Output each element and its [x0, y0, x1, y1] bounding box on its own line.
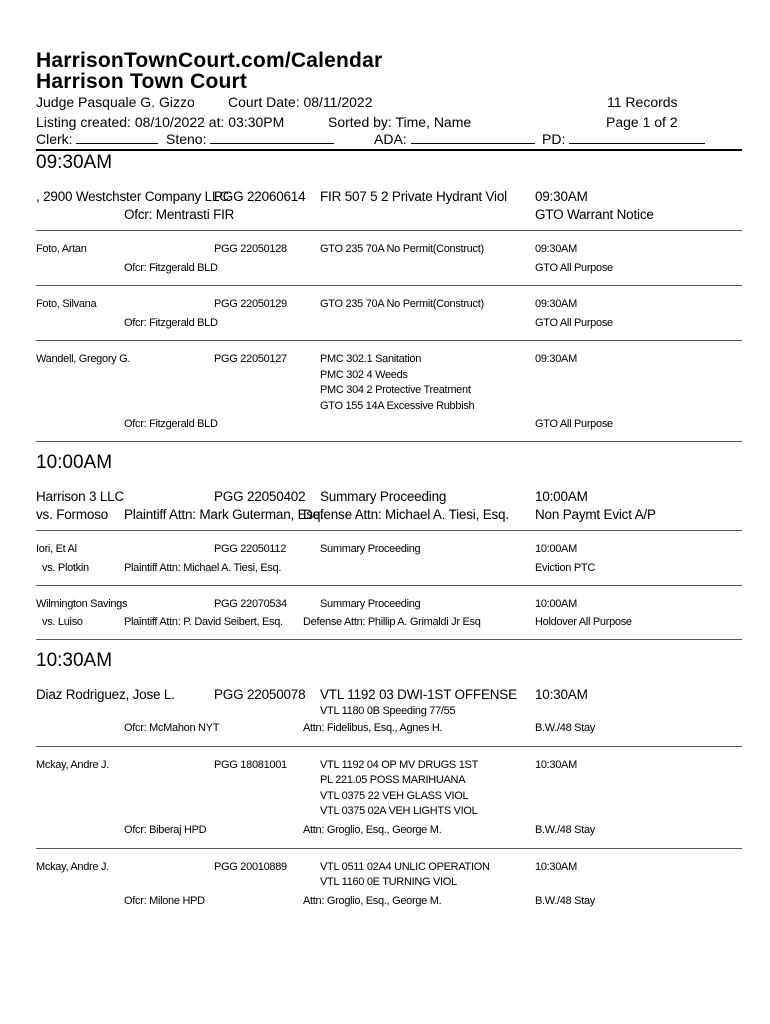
case-status: GTO All Purpose: [535, 317, 613, 329]
sorted-by: Sorted by: Time, Name: [328, 114, 472, 130]
ada-blank: [411, 130, 535, 144]
officer: Ofcr: Fitzgerald BLD: [124, 262, 218, 274]
charge: PL 221.05 POSS MARIHUANA: [320, 774, 466, 786]
defense-attorney: Defense Attn: Phillip A. Grimaldi Jr Esq: [303, 616, 481, 628]
charge: GTO 235 70A No Permit(Construct): [320, 298, 484, 310]
officer: Ofcr: Fitzgerald BLD: [124, 317, 218, 329]
site-title: HarrisonTownCourt.com/Calendar: [36, 49, 383, 72]
appearance-time: 10:30AM: [535, 759, 577, 771]
plaintiff-name: Iori, Et Al: [36, 543, 77, 555]
officer: Ofcr: Fitzgerald BLD: [124, 418, 218, 430]
respondent-name: vs. Plotkin: [42, 562, 89, 574]
appearance-time: 09:30AM: [535, 189, 588, 204]
case-status: B.W./48 Stay: [535, 895, 595, 907]
steno-field: [166, 130, 334, 148]
defense-attorney: Attn: Groglio, Esq., George M.: [303, 895, 442, 907]
appearance-time: 09:30AM: [535, 243, 577, 255]
appearance-time: 09:30AM: [535, 353, 577, 365]
appearance-time: 10:30AM: [535, 687, 588, 702]
proceeding-type: Summary Proceeding: [320, 598, 421, 610]
entry-divider: [36, 848, 742, 849]
defense-attorney: Attn: Groglio, Esq., George M.: [303, 824, 442, 836]
docket-number: PGG 22050127: [214, 353, 287, 365]
defendant-name: Foto, Silvana: [36, 298, 97, 310]
charge: VTL 1180 0B Speeding 77/55: [320, 705, 456, 717]
entry-divider: [36, 530, 742, 531]
case-status: GTO All Purpose: [535, 262, 613, 274]
docket-number: PGG 22050402: [214, 489, 306, 504]
case-status: B.W./48 Stay: [535, 722, 595, 734]
charge: VTL 0375 02A VEH LIGHTS VIOL: [320, 805, 478, 817]
docket-number: PGG 22050112: [214, 543, 287, 555]
time-slot-heading: 10:00AM: [36, 452, 113, 473]
time-slot-heading: 09:30AM: [36, 152, 113, 173]
plaintiff-name: Harrison 3 LLC: [36, 489, 124, 504]
clerk-blank: [76, 130, 158, 144]
pd-blank: [569, 130, 705, 144]
entry-divider: [36, 441, 742, 442]
docket-number: PGG 22050129: [214, 298, 287, 310]
plaintiff-name: Wilmington Savings: [36, 598, 128, 610]
charge: FIR 507 5 2 Private Hydrant Viol: [320, 189, 507, 204]
charge: PMC 302 4 Weeds: [320, 369, 408, 381]
entry-divider: [36, 585, 742, 586]
header-divider: [36, 149, 742, 151]
clerk-field: [36, 130, 158, 148]
clerk-label: Clerk:: [36, 131, 73, 147]
defendant-name: Mckay, Andre J.: [36, 861, 109, 873]
record-count: 11 Records: [607, 94, 678, 110]
judge-name: Judge Pasquale G. Gizzo: [36, 94, 195, 110]
ada-label: ADA:: [374, 131, 407, 147]
case-status: Eviction PTC: [535, 562, 595, 574]
entry-divider: [36, 340, 742, 341]
time-slot-heading: 10:30AM: [36, 650, 113, 671]
ada-field: [374, 130, 535, 148]
defense-attorney: Defense Attn: Michael A. Tiesi, Esq.: [303, 507, 509, 522]
entry-divider: [36, 639, 742, 640]
charge: GTO 235 70A No Permit(Construct): [320, 243, 484, 255]
appearance-time: 10:00AM: [535, 489, 588, 504]
entry-divider: [36, 746, 742, 747]
docket-number: PGG 22060614: [214, 189, 306, 204]
defense-attorney: Attn: Fidelibus, Esq., Agnes H.: [303, 722, 443, 734]
steno-blank: [210, 130, 334, 144]
defendant-name: Wandell, Gregory G.: [36, 353, 131, 365]
respondent-name: vs. Formoso: [36, 507, 109, 522]
entry-divider: [36, 230, 742, 231]
plaintiff-attorney: Plaintiff Attn: P. David Seibert, Esq.: [124, 616, 283, 628]
proceeding-type: Summary Proceeding: [320, 489, 447, 504]
entry-divider: [36, 285, 742, 286]
charge: VTL 1160 0E TURNING VIOL: [320, 876, 457, 888]
officer: Ofcr: Milone HPD: [124, 895, 205, 907]
case-status: B.W./48 Stay: [535, 824, 595, 836]
court-date: Court Date: 08/11/2022: [228, 94, 373, 110]
court-name: Harrison Town Court: [36, 70, 248, 93]
appearance-time: 10:00AM: [535, 543, 577, 555]
case-status: GTO All Purpose: [535, 418, 613, 430]
charge: VTL 1192 03 DWI-1ST OFFENSE: [320, 687, 517, 702]
defendant-name: , 2900 Westchster Company LLC: [36, 189, 229, 204]
pd-label: PD:: [542, 131, 566, 147]
charge: VTL 0375 22 VEH GLASS VIOL: [320, 790, 469, 802]
charge: PMC 304 2 Protective Treatment: [320, 384, 471, 396]
docket-number: PGG 22070534: [214, 598, 287, 610]
plaintiff-attorney: Plaintiff Attn: Mark Guterman, Esq.: [124, 507, 324, 522]
defendant-name: Diaz Rodriguez, Jose L.: [36, 687, 175, 702]
appearance-time: 09:30AM: [535, 298, 577, 310]
officer: Ofcr: McMahon NYT: [124, 722, 220, 734]
charge: PMC 302.1 Sanitation: [320, 353, 422, 365]
case-status: Non Paymt Evict A/P: [535, 507, 656, 522]
appearance-time: 10:00AM: [535, 598, 577, 610]
charge: VTL 0511 02A4 UNLIC OPERATION: [320, 861, 490, 873]
proceeding-type: Summary Proceeding: [320, 543, 421, 555]
docket-number: PGG 22050078: [214, 687, 306, 702]
officer: Ofcr: Mentrasti FIR: [124, 207, 235, 222]
case-status: GTO Warrant Notice: [535, 207, 654, 222]
docket-number: PGG 22050128: [214, 243, 287, 255]
plaintiff-attorney: Plaintiff Attn: Michael A. Tiesi, Esq.: [124, 562, 282, 574]
defendant-name: Foto, Artan: [36, 243, 87, 255]
defendant-name: Mckay, Andre J.: [36, 759, 109, 771]
respondent-name: vs. Luiso: [42, 616, 83, 628]
listing-created: Listing created: 08/10/2022 at: 03:30PM: [36, 114, 285, 130]
charge: GTO 155 14A Excessive Rubbish: [320, 400, 475, 412]
appearance-time: 10:30AM: [535, 861, 577, 873]
case-status: Holdover All Purpose: [535, 616, 632, 628]
steno-label: Steno:: [166, 131, 207, 147]
docket-number: PGG 20010889: [214, 861, 287, 873]
officer: Ofcr: Biberaj HPD: [124, 824, 207, 836]
pd-field: [542, 130, 705, 148]
page-indicator: Page 1 of 2: [606, 114, 678, 130]
docket-number: PGG 18081001: [214, 759, 287, 771]
charge: VTL 1192 04 OP MV DRUGS 1ST: [320, 759, 478, 771]
